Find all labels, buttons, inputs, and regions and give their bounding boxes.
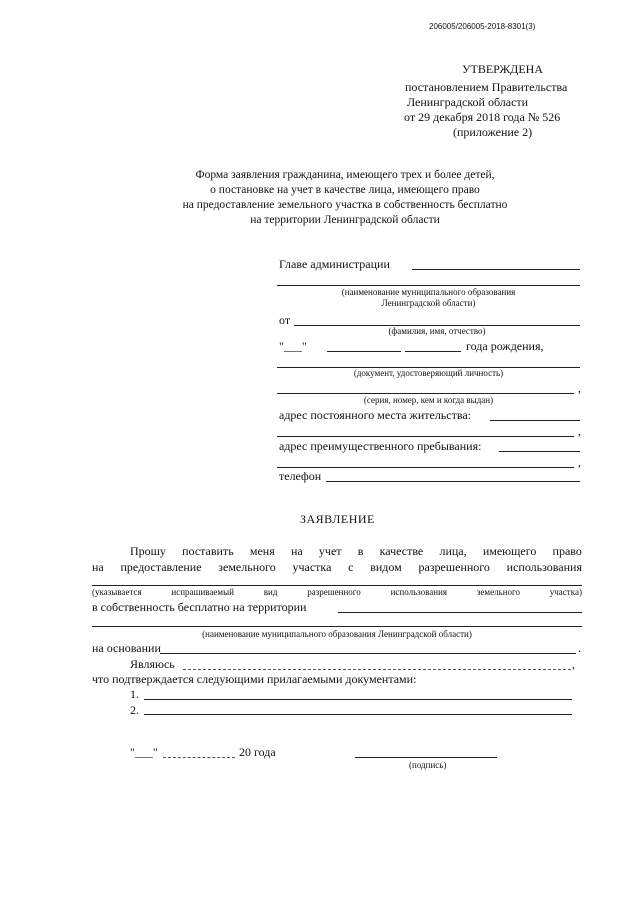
- basis-field[interactable]: [160, 653, 576, 654]
- territory-field[interactable]: [338, 612, 582, 613]
- being-field[interactable]: [183, 669, 571, 670]
- land-use-field[interactable]: [92, 585, 582, 586]
- hint-municipality-1: (наименование муниципального образования: [341, 287, 516, 297]
- word: использования: [506, 560, 582, 574]
- footer-year: 20 года: [239, 745, 276, 759]
- address-permanent-field[interactable]: [490, 420, 580, 421]
- approval-line-4: (приложение 2): [453, 125, 533, 139]
- address-preferred-field[interactable]: [499, 451, 580, 452]
- address-permanent-comma: ,: [578, 424, 581, 438]
- footer-date-field[interactable]: [163, 757, 235, 758]
- item-2-label: 2.: [130, 703, 139, 717]
- hint-land-use: [92, 587, 582, 598]
- phone-field[interactable]: [326, 481, 580, 482]
- phone-label: телефон: [279, 469, 322, 483]
- statement-title: ЗАЯВЛЕНИЕ: [300, 512, 375, 526]
- word: лица,: [439, 544, 467, 558]
- address-preferred-field-2[interactable]: [277, 467, 574, 468]
- to-head-label: Главе администрации: [279, 257, 390, 271]
- word: на: [290, 544, 303, 558]
- form-title-line-3: на предоставление земельного участка в собственность бесплатно: [182, 199, 508, 211]
- body-line-3: в собственность бесплатно на территории: [92, 600, 307, 614]
- word: поставить: [182, 544, 234, 558]
- word: земельного: [218, 560, 276, 574]
- word: участка): [549, 587, 582, 597]
- hint-series: (серия, номер, кем и когда выдан): [363, 395, 494, 405]
- approval-line-3: от 29 декабря 2018 года № 526: [404, 110, 561, 124]
- word: право: [552, 544, 582, 558]
- word: испрашиваемый: [171, 587, 234, 597]
- territory-field-2[interactable]: [92, 626, 582, 627]
- form-title-line-4: на территории Ленинградской области: [250, 214, 440, 226]
- being-label: Являюсь: [130, 657, 175, 671]
- signature-label: (подпись): [409, 760, 447, 770]
- approval-line-1: постановлением Правительства: [405, 80, 568, 94]
- series-comma: ,: [578, 381, 581, 395]
- word: предоставление: [120, 560, 202, 574]
- word: разрешенного: [307, 587, 361, 597]
- document-id: 206005/206005-2018-8301(3): [429, 22, 536, 31]
- word: вид: [263, 587, 278, 597]
- word: с: [348, 560, 354, 574]
- birth-year-field[interactable]: [405, 351, 461, 352]
- word: использования: [390, 587, 448, 597]
- footer-date-quote: "___": [130, 745, 158, 759]
- word: видом: [370, 560, 402, 574]
- signature-field[interactable]: [355, 757, 497, 758]
- hint-fio: (фамилия, имя, отчество): [388, 326, 486, 336]
- item-2-field[interactable]: [144, 714, 572, 715]
- birth-year-label: года рождения,: [466, 339, 544, 353]
- word: (указывается: [92, 587, 142, 597]
- series-field[interactable]: [277, 393, 574, 394]
- municipality-field[interactable]: [277, 285, 580, 286]
- form-title-line-2: о постановке на учет в качестве лица, имеющего право: [210, 184, 480, 196]
- confirmed-text: что подтверждается следующими прилагаемыми документами:: [92, 672, 417, 686]
- item-1-label: 1.: [130, 687, 139, 701]
- body-line-1: [130, 544, 582, 558]
- word: учет: [318, 544, 342, 558]
- basis-period: .: [578, 641, 581, 655]
- address-preferred-label: адрес преимущественного пребывания:: [279, 439, 482, 453]
- to-head-field[interactable]: [412, 269, 580, 270]
- word: участка: [292, 560, 332, 574]
- word: на: [92, 560, 104, 574]
- word: меня: [249, 544, 275, 558]
- being-comma: ,: [572, 657, 575, 671]
- word: разрешенного: [418, 560, 490, 574]
- address-preferred-comma: ,: [578, 455, 581, 469]
- birth-month-field[interactable]: [327, 351, 401, 352]
- address-permanent-label: адрес постоянного места жительства:: [279, 408, 472, 422]
- from-label: от: [279, 313, 291, 327]
- hint-territory: (наименование муниципального образования Ленинградской области): [202, 629, 472, 639]
- word: Прошу: [130, 544, 166, 558]
- hint-document: (документ, удостоверяющий личность): [353, 368, 504, 378]
- approval-line-2: Ленинградской области: [407, 95, 529, 109]
- body-line-2: [92, 560, 582, 574]
- birth-day-quote: "___": [279, 339, 307, 353]
- address-permanent-field-2[interactable]: [277, 436, 574, 437]
- basis-label: на основании: [92, 641, 161, 655]
- word: в: [357, 544, 364, 558]
- word: земельного: [476, 587, 520, 597]
- hint-municipality-2: Ленинградской области): [381, 298, 476, 308]
- item-1-field[interactable]: [144, 699, 572, 700]
- word: качестве: [379, 544, 424, 558]
- approval-title: УТВЕРЖДЕНА: [462, 62, 544, 76]
- word: имеющего: [482, 544, 537, 558]
- form-title-line-1: Форма заявления гражданина, имеющего трех и более детей,: [195, 169, 495, 181]
